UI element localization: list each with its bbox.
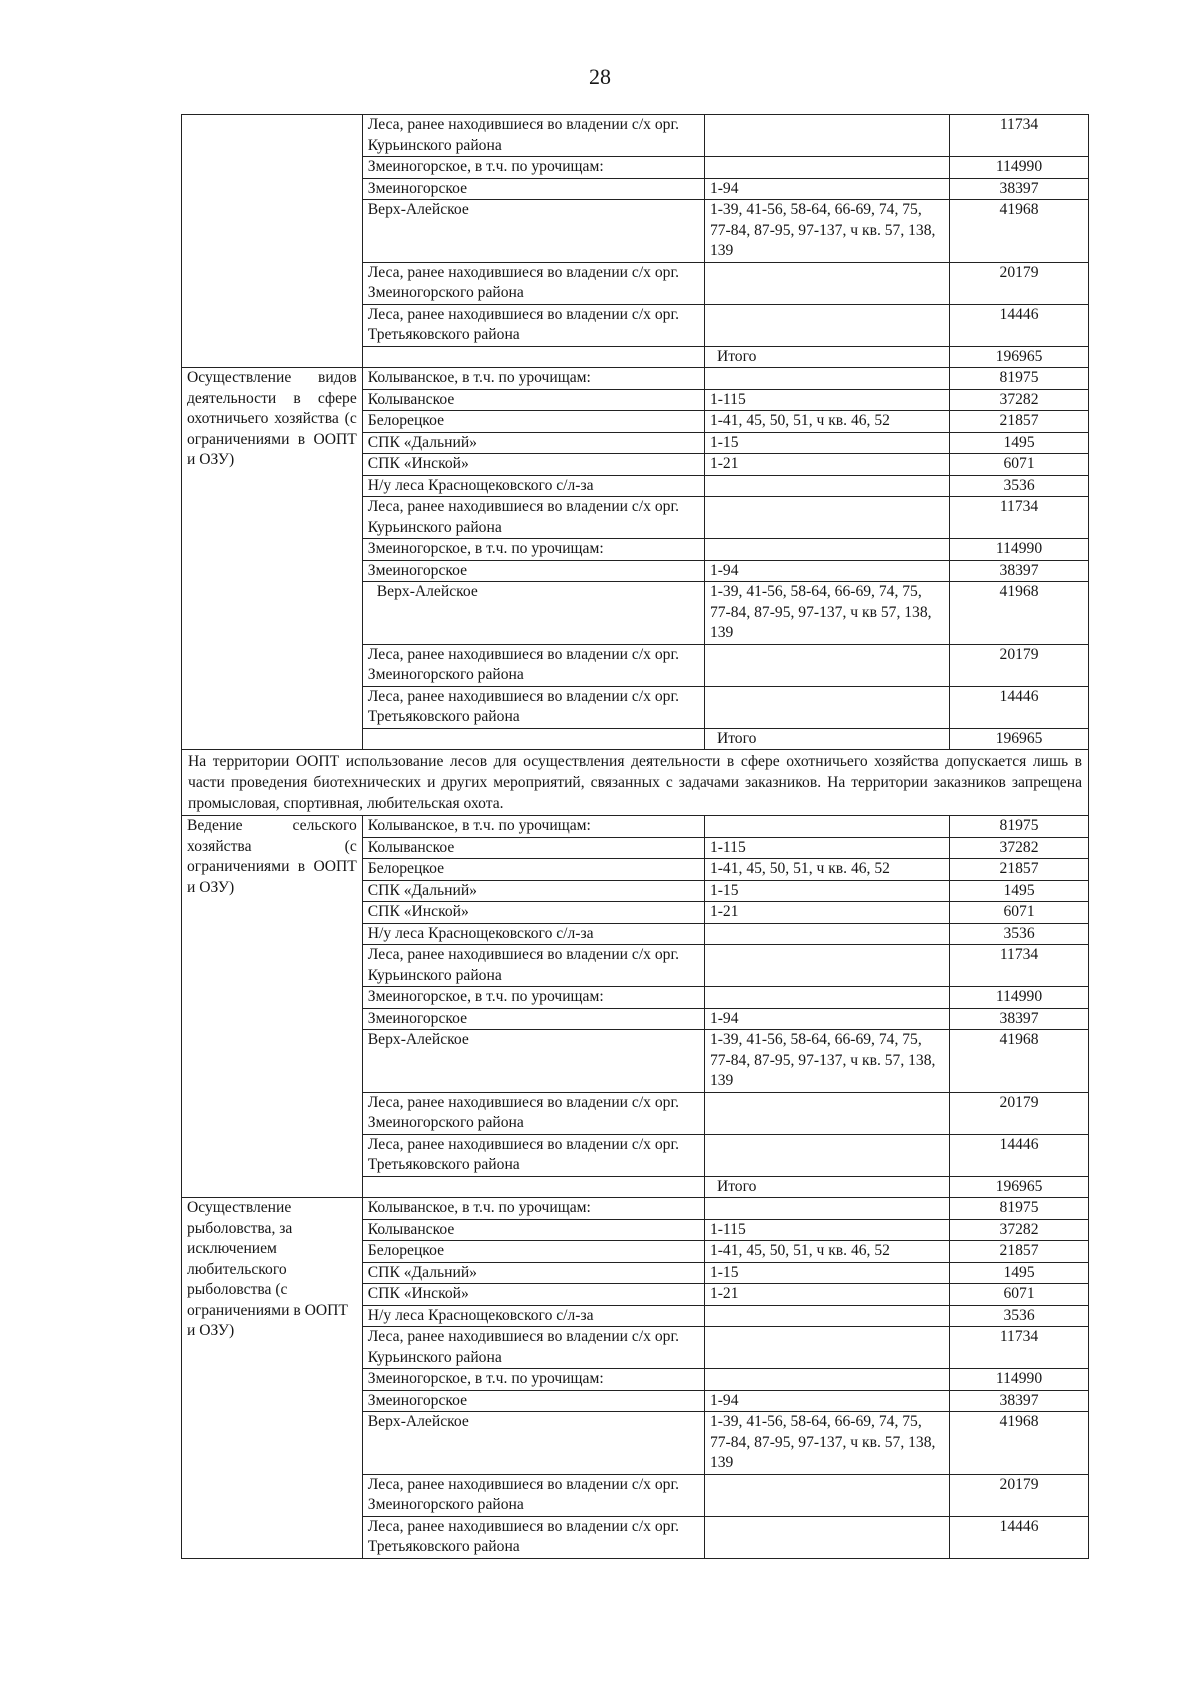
forest-name-cell: Верх-Алейское [362,582,704,645]
forest-name-cell: Леса, ранее находившиеся во владении с/х орг. Курьинского района [362,945,704,987]
forest-name-cell: Верх-Алейское [362,200,704,263]
forest-name-cell: Верх-Алейское [362,1412,704,1475]
quarters-cell [704,157,949,179]
area-cell: 37282 [950,837,1089,859]
forest-name-cell: Н/у леса Краснощековского с/л-за [362,1305,704,1327]
forest-name-cell: Змеиногорское [362,1390,704,1412]
activity-cell: Осуществление видов деятельности в сфере охотничьего хозяйства (с ограничениями в ООПТ и ОЗУ) [182,368,363,750]
forest-name-cell: Колыванское, в т.ч. по урочищам: [362,816,704,838]
forest-use-table [181,114,1089,1559]
forest-name-cell: Леса, ранее находившиеся во владении с/х орг. Змеиногорского района [362,1474,704,1516]
area-cell: 20179 [950,262,1089,304]
forest-name-cell: Змеиногорское, в т.ч. по урочищам: [362,987,704,1009]
area-cell: 3536 [950,923,1089,945]
forest-name-cell: Леса, ранее находившиеся во владении с/х орг. Третьяковского района [362,1516,704,1558]
area-cell: 37282 [950,389,1089,411]
forest-name-cell [362,728,704,750]
quarters-cell [704,1092,949,1134]
total-label: Итого [704,346,949,368]
area-cell: 14446 [950,1516,1089,1558]
quarters-cell [704,1474,949,1516]
table-row [182,1198,1089,1220]
quarters-cell [704,1369,949,1391]
table-body [182,115,1089,1559]
area-cell: 114990 [950,1369,1089,1391]
area-cell: 21857 [950,1241,1089,1263]
quarters-cell [704,1198,949,1220]
quarters-cell [704,816,949,838]
quarters-cell: 1-94 [704,1008,949,1030]
quarters-cell: 1-15 [704,880,949,902]
forest-name-cell: СПК «Дальний» [362,1262,704,1284]
quarters-cell: 1-41, 45, 50, 51, ч кв. 46, 52 [704,1241,949,1263]
quarters-cell: 1-94 [704,178,949,200]
forest-name-cell: СПК «Инской» [362,902,704,924]
area-cell: 114990 [950,157,1089,179]
page-number: 28 [589,64,611,89]
quarters-cell [704,987,949,1009]
quarters-cell [704,1305,949,1327]
quarters-cell: 1-39, 41-56, 58-64, 66-69, 74, 75, 77-84, 87-95, 97-137, ч кв 57, 138, 139 [704,582,949,645]
quarters-cell: 1-21 [704,1284,949,1306]
table-row [182,816,1089,838]
forest-name-cell: Леса, ранее находившиеся во владении с/х орг. Курьинского района [362,1327,704,1369]
forest-name-cell: Верх-Алейское [362,1030,704,1093]
quarters-cell [704,115,949,157]
forest-name-cell [362,346,704,368]
note-row [182,750,1089,816]
quarters-cell: 1-21 [704,454,949,476]
table-row [182,115,1089,157]
area-cell: 11734 [950,945,1089,987]
table-row [182,368,1089,390]
total-area: 196965 [950,346,1089,368]
activity-cell: Ведение сельского хозяйства (с ограничениями в ООПТ и ОЗУ) [182,816,363,1198]
area-cell: 81975 [950,816,1089,838]
area-cell: 21857 [950,411,1089,433]
area-cell: 11734 [950,115,1089,157]
quarters-cell [704,1134,949,1176]
area-cell: 6071 [950,454,1089,476]
quarters-cell: 1-94 [704,1390,949,1412]
quarters-cell [704,945,949,987]
area-cell: 41968 [950,200,1089,263]
area-cell: 38397 [950,178,1089,200]
quarters-cell: 1-21 [704,902,949,924]
total-area: 196965 [950,728,1089,750]
area-cell: 81975 [950,368,1089,390]
forest-name-cell: СПК «Инской» [362,454,704,476]
forest-name-cell: Н/у леса Краснощековского с/л-за [362,475,704,497]
forest-name-cell: Леса, ранее находившиеся во владении с/х орг. Курьинского района [362,115,704,157]
forest-name-cell: Змеиногорское [362,1008,704,1030]
forest-name-cell: Леса, ранее находившиеся во владении с/х орг. Змеиногорского района [362,644,704,686]
area-cell: 20179 [950,644,1089,686]
area-cell: 11734 [950,497,1089,539]
activity-cell: Осуществление рыболовства, за исключением любительского рыболовства (с ограничениями в ООПТ и ОЗУ) [182,1198,363,1559]
forest-name-cell: Колыванское, в т.ч. по урочищам: [362,368,704,390]
area-cell: 6071 [950,902,1089,924]
quarters-cell [704,644,949,686]
forest-name-cell: Белорецкое [362,859,704,881]
forest-name-cell: Колыванское [362,389,704,411]
forest-name-cell: Леса, ранее находившиеся во владении с/х орг. Третьяковского района [362,304,704,346]
area-cell: 11734 [950,1327,1089,1369]
forest-name-cell: Леса, ранее находившиеся во владении с/х орг. Курьинского района [362,497,704,539]
area-cell: 81975 [950,1198,1089,1220]
area-cell: 38397 [950,1008,1089,1030]
quarters-cell [704,923,949,945]
quarters-cell: 1-39, 41-56, 58-64, 66-69, 74, 75, 77-84, 87-95, 97-137, ч кв. 57, 138, 139 [704,1412,949,1475]
restriction-note: На территории ООПТ использование лесов для осуществления деятельности в сфере охотничьего хозяйства допускается лишь в части проведения биотехнических и других мероприятий, связанных с задачами заказников. На территории заказников запрещена промысловая, спортивная, любительская охота. [182,750,1089,816]
area-cell: 1495 [950,880,1089,902]
area-cell: 41968 [950,582,1089,645]
quarters-cell [704,497,949,539]
forest-name-cell: Змеиногорское [362,560,704,582]
area-cell: 37282 [950,1219,1089,1241]
quarters-cell [704,262,949,304]
area-cell: 1495 [950,432,1089,454]
quarters-cell: 1-41, 45, 50, 51, ч кв. 46, 52 [704,411,949,433]
area-cell: 114990 [950,987,1089,1009]
quarters-cell [704,304,949,346]
activity-cell [182,115,363,368]
area-cell: 6071 [950,1284,1089,1306]
forest-name-cell: Змеиногорское, в т.ч. по урочищам: [362,539,704,561]
total-area: 196965 [950,1176,1089,1198]
quarters-cell [704,368,949,390]
forest-name-cell: СПК «Инской» [362,1284,704,1306]
total-label: Итого [704,728,949,750]
area-cell: 14446 [950,1134,1089,1176]
area-cell: 41968 [950,1030,1089,1093]
quarters-cell [704,539,949,561]
area-cell: 20179 [950,1474,1089,1516]
quarters-cell: 1-15 [704,432,949,454]
forest-name-cell: СПК «Дальний» [362,432,704,454]
total-label: Итого [704,1176,949,1198]
quarters-cell: 1-115 [704,1219,949,1241]
area-cell: 14446 [950,686,1089,728]
forest-name-cell: Н/у леса Краснощековского с/л-за [362,923,704,945]
area-cell: 20179 [950,1092,1089,1134]
forest-name-cell: Змеиногорское [362,178,704,200]
area-cell: 38397 [950,560,1089,582]
forest-name-cell: Леса, ранее находившиеся во владении с/х орг. Третьяковского района [362,1134,704,1176]
quarters-cell: 1-41, 45, 50, 51, ч кв. 46, 52 [704,859,949,881]
quarters-cell: 1-115 [704,389,949,411]
area-cell: 41968 [950,1412,1089,1475]
quarters-cell [704,475,949,497]
forest-name-cell: Леса, ранее находившиеся во владении с/х орг. Змеиногорского района [362,262,704,304]
quarters-cell: 1-39, 41-56, 58-64, 66-69, 74, 75, 77-84, 87-95, 97-137, ч кв. 57, 138, 139 [704,1030,949,1093]
quarters-cell: 1-15 [704,1262,949,1284]
forest-name-cell: Леса, ранее находившиеся во владении с/х орг. Третьяковского района [362,686,704,728]
forest-name-cell: Колыванское [362,1219,704,1241]
quarters-cell: 1-115 [704,837,949,859]
area-cell: 14446 [950,304,1089,346]
quarters-cell [704,1516,949,1558]
forest-name-cell: Колыванское [362,837,704,859]
forest-name-cell: Белорецкое [362,411,704,433]
area-cell: 1495 [950,1262,1089,1284]
quarters-cell [704,686,949,728]
area-cell: 21857 [950,859,1089,881]
quarters-cell: 1-94 [704,560,949,582]
area-cell: 3536 [950,1305,1089,1327]
forest-name-cell: Леса, ранее находившиеся во владении с/х орг. Змеиногорского района [362,1092,704,1134]
quarters-cell: 1-39, 41-56, 58-64, 66-69, 74, 75, 77-84, 87-95, 97-137, ч кв. 57, 138, 139 [704,200,949,263]
area-cell: 3536 [950,475,1089,497]
forest-name-cell: Змеиногорское, в т.ч. по урочищам: [362,157,704,179]
forest-name-cell [362,1176,704,1198]
forest-name-cell: Змеиногорское, в т.ч. по урочищам: [362,1369,704,1391]
forest-name-cell: СПК «Дальний» [362,880,704,902]
area-cell: 114990 [950,539,1089,561]
quarters-cell [704,1327,949,1369]
forest-name-cell: Белорецкое [362,1241,704,1263]
forest-name-cell: Колыванское, в т.ч. по урочищам: [362,1198,704,1220]
area-cell: 38397 [950,1390,1089,1412]
